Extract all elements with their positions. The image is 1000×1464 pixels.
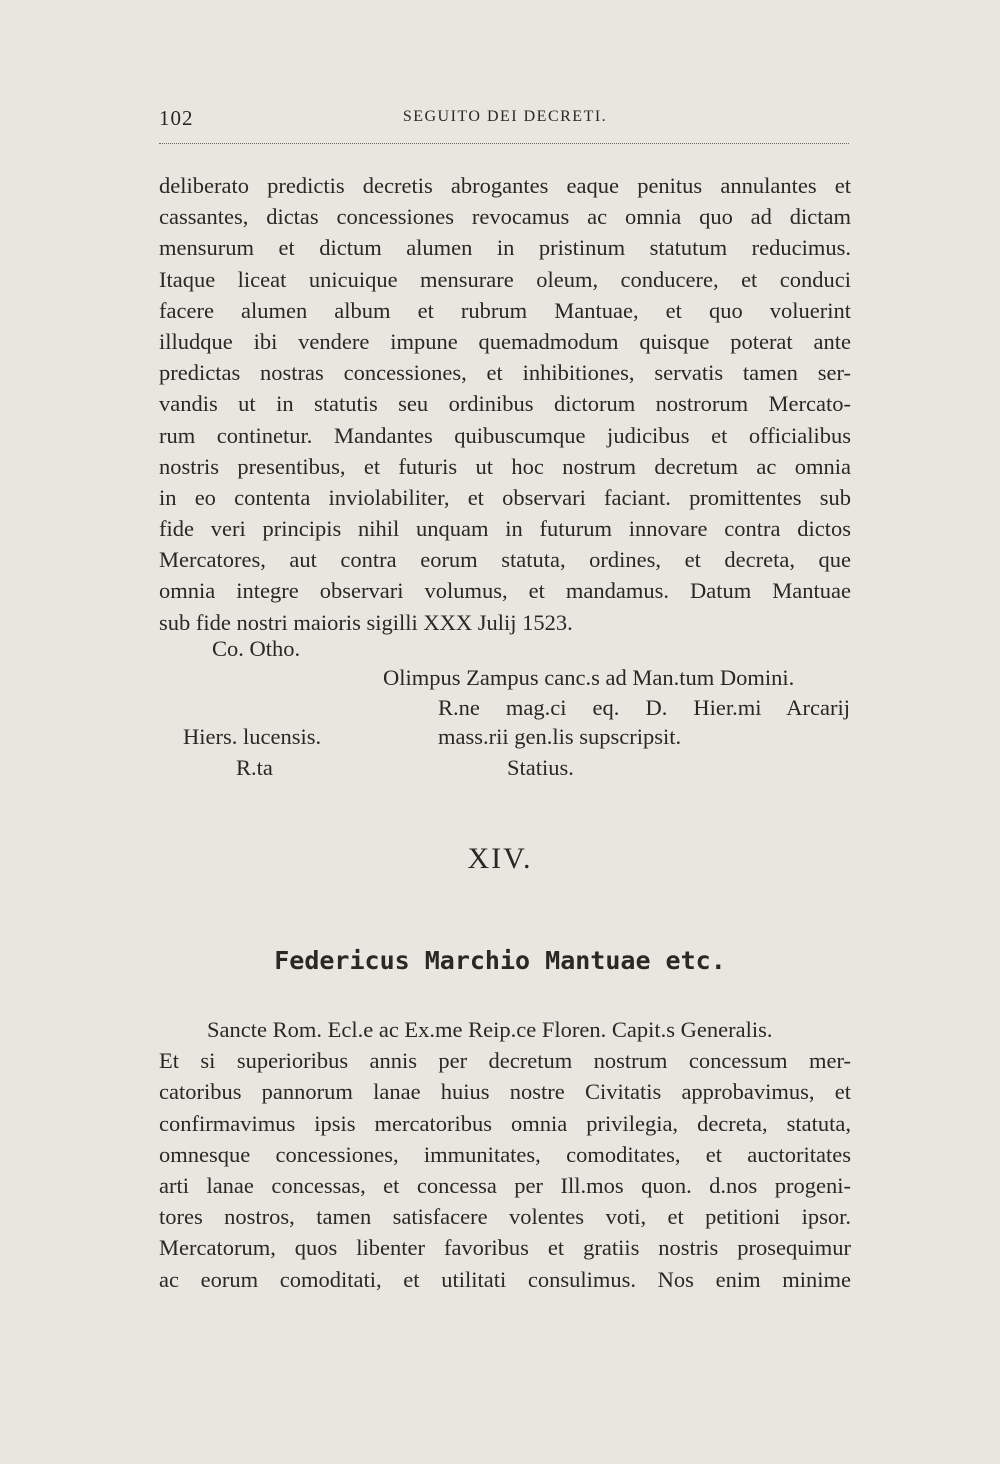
text-line: cassantes, dictas concessiones revocamus ac omnia quo ad dictam xyxy=(159,204,851,230)
text-line: omnesque concessiones, immunitates, comoditates, et auctoritates xyxy=(159,1141,851,1167)
signature-rta: R.ta xyxy=(236,755,273,780)
text-line: omnia integre observari volumus, et mandamus. Datum Mantuae xyxy=(159,578,851,604)
text-line: Itaque liceat unicuique mensurare oleum, conducere, et conduci xyxy=(159,266,851,292)
signature-massrii: mass.rii gen.lis supscripsit. xyxy=(438,724,682,749)
text-line: deliberato predictis decretis abrogantes eaque penitus annulantes et xyxy=(159,173,851,198)
signature-statius: Statius. xyxy=(507,755,574,780)
signature-olimpus: Olimpus Zampus canc.s ad Man.tum Domini. xyxy=(383,665,795,690)
text-line: Mercatores, aut contra eorum statuta, ordines, et decreta, que xyxy=(159,547,851,573)
text-line-last: sub fide nostri maioris sigilli XXX Julij 1523. xyxy=(159,609,573,635)
text-line: nostris presentibus, et futuris ut hoc nostrum decretum ac omnia xyxy=(159,453,851,479)
running-head: SEGUITO DEI DECRETI. xyxy=(402,108,608,125)
text-line: vandis ut in statutis seu ordinibus dictorum nostrorum Mercato- xyxy=(159,391,851,417)
text-line: rum continetur. Mandantes quibuscumque judicibus et officialibus xyxy=(159,422,851,448)
section-text xyxy=(159,1014,851,1295)
text-line: in eo contenta inviolabiliter, et observari faciant. promittentes sub xyxy=(159,484,851,510)
text-line: mensurum et dictum alumen in pristinum statutum reducimus. xyxy=(159,235,851,261)
text-line: predictas nostras concessiones, et inhibitiones, servatis tamen ser- xyxy=(159,360,851,386)
text-line: confirmavimus ipsis mercatoribus omnia privilegia, decreta, statuta, xyxy=(159,1110,851,1136)
text-line: Mercatorum, quos libenter favoribus et gratiis nostris prosequimur xyxy=(159,1235,851,1261)
text-line: illudque ibi vendere impune quemadmodum quisque poterat ante xyxy=(159,328,851,354)
text-line: arti lanae concessas, et concessa per Ill.mos quon. d.nos progeni- xyxy=(159,1172,851,1198)
header-rule xyxy=(159,143,849,144)
text-line-first: Sancte Rom. Ecl.e ac Ex.me Reip.ce Floren. Capit.s Generalis. xyxy=(207,1017,773,1042)
signature-rne: R.ne mag.ci eq. D. Hier.mi Arcarij xyxy=(438,695,850,720)
signature-co-otho: Co. Otho. xyxy=(212,636,301,661)
text-line: Et si superioribus annis per decretum nostrum concessum mer- xyxy=(159,1048,851,1074)
decree-text xyxy=(159,170,851,638)
text-line: ac eorum comoditati, et utilitati consulimus. Nos enim minime xyxy=(159,1266,851,1292)
page-number: 102 xyxy=(159,106,194,130)
text-line: fide veri principis nihil unquam in futurum innovare contra dictos xyxy=(159,516,851,542)
section-numeral: XIV. xyxy=(467,842,533,875)
text-line: catoribus pannorum lanae huius nostre Civitatis approbavimus, et xyxy=(159,1079,851,1105)
page-header xyxy=(159,106,851,136)
signature-hiers: Hiers. lucensis. xyxy=(183,724,322,749)
section-title: Federicus Marchio Mantuae etc. xyxy=(274,946,726,975)
text-line: tores nostros, tamen satisfacere volentes voti, et petitioni ipsor. xyxy=(159,1204,851,1230)
text-line: facere alumen album et rubrum Mantuae, et quo voluerint xyxy=(159,297,851,323)
